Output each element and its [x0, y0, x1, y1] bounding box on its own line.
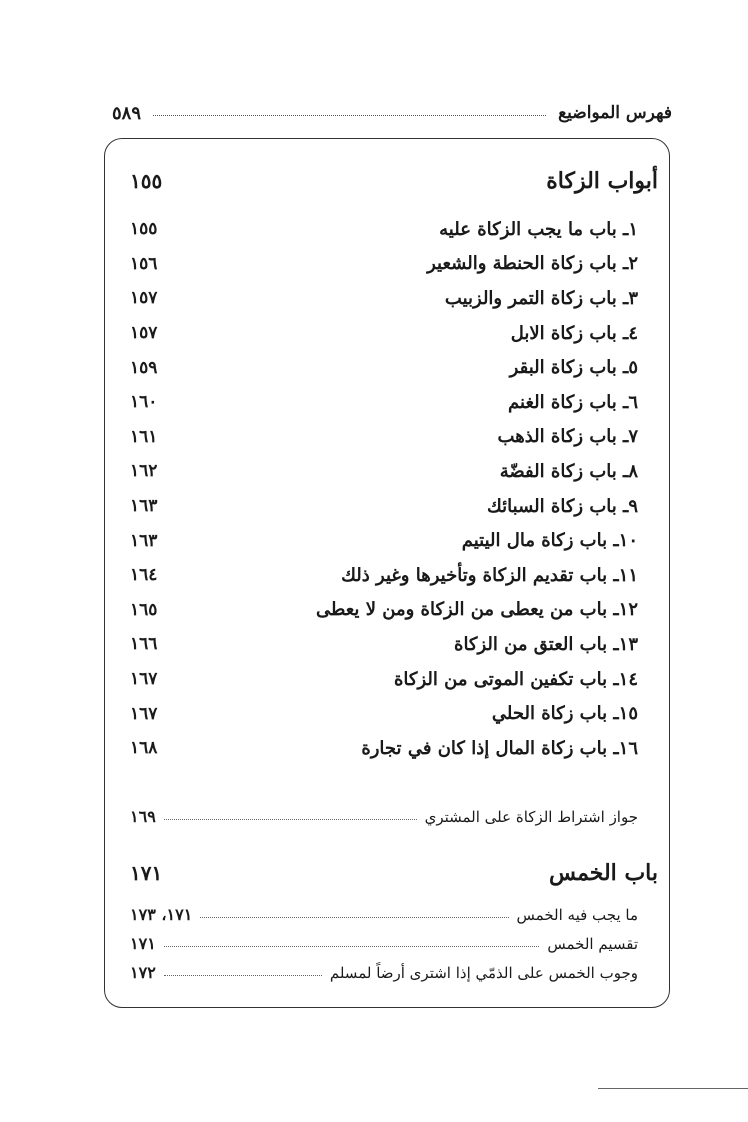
- toc-entry-title: ١١ـ باب تقديم الزكاة وتأخيرها وغير ذلك: [341, 564, 638, 586]
- toc-entry-title: ٨ـ باب زكاة الفضّة: [499, 460, 638, 482]
- toc-entry-title: ٧ـ باب زكاة الذهب: [497, 426, 638, 448]
- toc-sub-entry: [130, 958, 638, 987]
- dot-leader: [200, 917, 508, 918]
- toc-entry-page: ١٥٥: [130, 219, 158, 240]
- toc-entry-title: ٥ـ باب زكاة البقر: [509, 357, 638, 379]
- toc-entry: [130, 627, 638, 662]
- toc-entry-title: ٦ـ باب زكاة الغنم: [508, 391, 638, 413]
- section-title: أبواب الزكاة: [546, 168, 658, 194]
- toc-entry-page: ١٦٧: [130, 669, 158, 690]
- toc-entry: [130, 420, 638, 455]
- footer-rule: [598, 1088, 748, 1089]
- running-header: [112, 100, 672, 126]
- dot-leader: [153, 114, 546, 116]
- toc-entry: [130, 281, 638, 316]
- toc-entry: [130, 247, 638, 282]
- toc-sub-entry-page: ١٧١: [130, 934, 156, 953]
- khums-entry-list: [130, 900, 638, 987]
- toc-entry: [130, 316, 638, 351]
- toc-entry: [130, 489, 638, 524]
- toc-entry-title: ٩ـ باب زكاة السبائك: [487, 495, 638, 517]
- toc-entry-page: ١٥٧: [130, 288, 158, 309]
- toc-sub-entry-page: ١٧١، ١٧٣: [130, 905, 193, 924]
- toc-entry: [130, 593, 638, 628]
- page-number: ٥٨٩: [112, 102, 142, 124]
- toc-entry: [130, 662, 638, 697]
- toc-entry-title: ١٤ـ باب تكفين الموتى من الزكاة: [393, 668, 638, 690]
- toc-sub-entry: [130, 802, 638, 831]
- toc-entry-page: ١٦٣: [130, 530, 158, 551]
- section-page: ١٥٥: [130, 169, 163, 193]
- toc-entry-page: ١٦٦: [130, 634, 158, 655]
- toc-entry: [130, 696, 638, 731]
- toc-sub-entry: [130, 929, 638, 958]
- toc-sub-entry-title: تقسيم الخمس: [547, 934, 638, 953]
- toc-entry: [130, 731, 638, 766]
- toc-sub-entry: [130, 900, 638, 929]
- toc-entry-page: ١٥٧: [130, 323, 158, 344]
- toc-entry-page: ١٦٤: [130, 565, 158, 586]
- toc-entry-page: ١٦٨: [130, 738, 158, 759]
- toc-entry: [130, 350, 638, 385]
- dot-leader: [164, 946, 540, 947]
- toc-entry-page: ١٦٢: [130, 461, 158, 482]
- running-header-title: فهرس المواضيع: [558, 103, 672, 123]
- toc-entry-page: ١٥٦: [130, 253, 158, 274]
- toc-entry-page: ١٦١: [130, 426, 158, 447]
- toc-entry-title: ٣ـ باب زكاة التمر والزبيب: [444, 287, 638, 309]
- toc-entry-title: ١٠ـ باب زكاة مال اليتيم: [461, 530, 638, 552]
- toc-entry: [130, 558, 638, 593]
- toc-entry-title: ١٦ـ باب زكاة المال إذا كان في تجارة: [361, 737, 638, 759]
- section-title: باب الخمس: [549, 860, 658, 886]
- toc-sub-entry-page: ١٦٩: [130, 807, 156, 826]
- section-heading-khums: [130, 860, 658, 886]
- toc-sub-entry-title: ما يجب فيه الخمس: [516, 905, 638, 924]
- toc-entry: [130, 212, 638, 247]
- toc-entry-page: ١٦٥: [130, 599, 158, 620]
- sub-entry-list: [130, 802, 638, 831]
- toc-sub-entry-title: وجوب الخمس على الذمّي إذا اشترى أرضاً لمسلم: [329, 963, 638, 982]
- toc-entry-page: ١٦٠: [130, 392, 158, 413]
- toc-sub-entry-title: جواز اشتراط الزكاة على المشتري: [424, 807, 638, 826]
- dot-leader: [164, 819, 417, 820]
- toc-entry-page: ١٦٣: [130, 496, 158, 517]
- chapter-list: [130, 212, 638, 766]
- toc-entry-title: ٢ـ باب زكاة الحنطة والشعير: [427, 253, 638, 275]
- section-page: ١٧١: [130, 861, 163, 885]
- section-heading-zakat: [130, 168, 658, 194]
- toc-entry-title: ١٢ـ باب من يعطى من الزكاة ومن لا يعطى: [315, 599, 638, 621]
- dot-leader: [164, 975, 322, 976]
- toc-sub-entry-page: ١٧٢: [130, 963, 156, 982]
- toc-entry-title: ١ـ باب ما يجب الزكاة عليه: [439, 218, 638, 240]
- toc-entry-page: ١٥٩: [130, 357, 158, 378]
- toc-entry: [130, 454, 638, 489]
- toc-entry: [130, 385, 638, 420]
- toc-entry: [130, 523, 638, 558]
- toc-entry-title: ١٥ـ باب زكاة الحلي: [491, 703, 638, 725]
- toc-entry-title: ٤ـ باب زكاة الابل: [510, 322, 638, 344]
- toc-entry-page: ١٦٧: [130, 703, 158, 724]
- toc-entry-title: ١٣ـ باب العتق من الزكاة: [454, 633, 638, 655]
